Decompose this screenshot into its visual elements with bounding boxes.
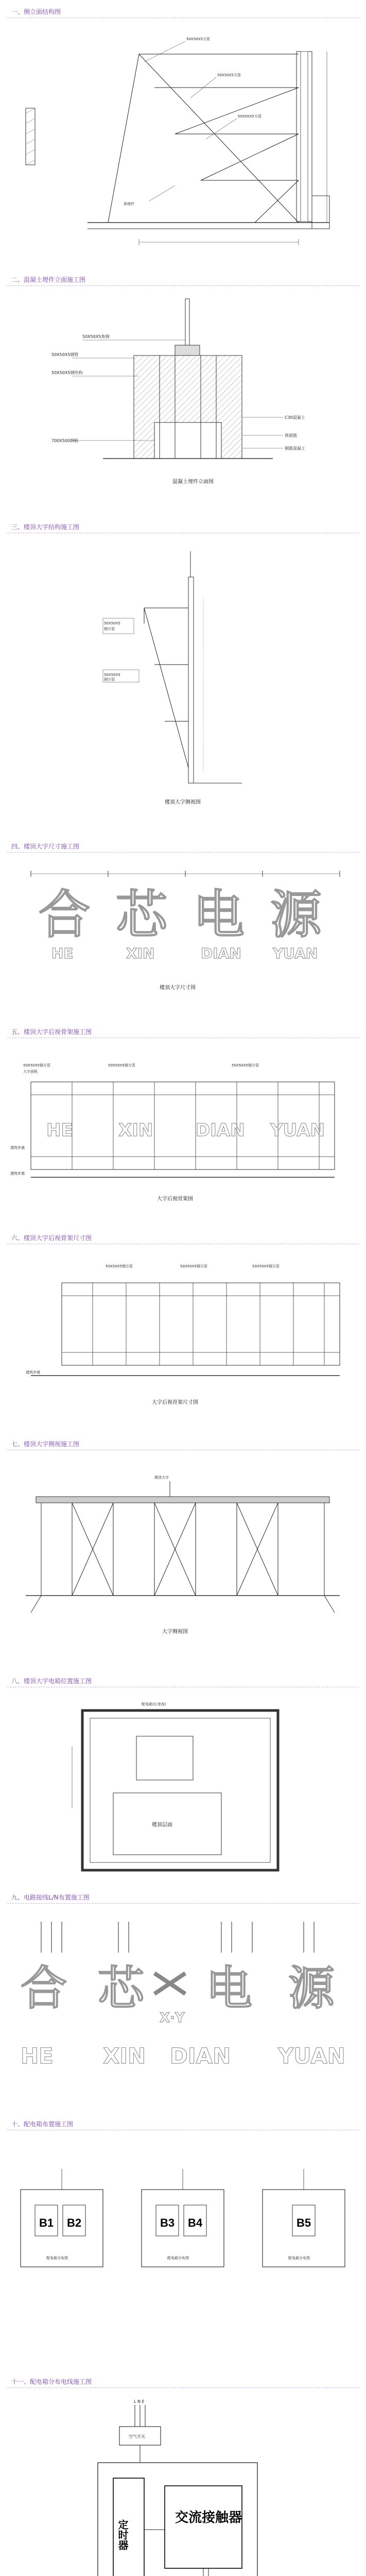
label: 钢筋混凝土 [285,446,305,451]
pinyin: XIN [118,1120,153,1141]
section-title: 四、楼顶大字尺寸施工图 [11,843,80,850]
letter-char: 电 [206,1961,252,2015]
label: 50X50X5角钢 [82,334,110,339]
distribution-box [21,2190,103,2267]
svg-text:钢方管: 钢方管 [104,627,115,631]
box-label: B3 [160,2216,175,2229]
pinyin: YUAN [270,1120,325,1141]
caption: 大字后视骨架图 [157,1196,193,1202]
letter-char: 源 [288,1961,335,2015]
letter-char: 芯 [98,1961,144,2015]
label: 大字面板 [23,1070,38,1074]
svg-text:50X50X5方管: 50X50X5方管 [217,73,241,77]
caption: 配电箱分布图 [288,2256,310,2260]
letter-char: 源 [270,884,322,945]
label: 50X50X5钢方管 [252,1264,280,1268]
box-layout-diagram [10,2159,355,2334]
svg-text:钢方管: 钢方管 [104,677,115,682]
wiring-ln-diagram [5,1911,360,2107]
side-view-diagram [10,1463,355,1664]
svg-text:50X50X5: 50X50X5 [104,621,120,625]
caption: 楼顶大字尺寸图 [160,985,196,991]
caption: 楼顶大字侧视图 [165,800,201,805]
section-letter-size [0,835,366,1020]
embed-elevation-diagram [31,294,335,510]
label: 50X50X5钢方管 [106,1264,133,1268]
section-side-elevation [0,0,366,268]
svg-text:50X50X5方管: 50X50X5方管 [238,114,262,118]
pinyin: YUAN [273,945,318,962]
label: 建筑外墙 [10,1146,25,1150]
box-position-diagram [46,1695,314,1880]
distribution-box [142,2190,224,2267]
label: L N E [134,2399,145,2404]
section-embed-elevation [0,268,366,515]
box-label: B1 [39,2216,54,2229]
timer-label: 定时器 [116,2519,129,2550]
section-box-position [0,1669,366,1886]
pinyin: YUAN [278,2043,345,2069]
label: 700X500钢板 [51,438,79,443]
section-side-view [0,1432,366,1669]
letter-char: 芯 [116,884,167,945]
section-structure [0,515,366,835]
pinyin: HE [21,2043,54,2069]
caption: 配电箱分布图 [167,2256,189,2260]
section-title: 八、楼顶大字电箱位置施工图 [11,1677,92,1685]
pinyin: HE [51,945,74,962]
section-title: 六、楼顶大字后视骨架尺寸图 [11,1234,92,1242]
letter-char: 合 [21,1961,67,2015]
caption: 配电箱分布图 [46,2256,68,2260]
letter-char: 电 [193,884,245,945]
pinyin: DIAN [170,2043,231,2069]
section-title: 二、混凝土埋件立面施工图 [11,276,86,283]
label: 配电箱(长宽高) [142,1702,166,1706]
label: 楼顶大字 [154,1476,169,1480]
label: 空气开关 [129,2434,145,2439]
label: 预留筋 [285,433,297,438]
divider [7,2387,359,2388]
box-label: B2 [67,2216,82,2229]
label: 50X50X5钢管 [51,352,79,357]
svg-text:预埋件: 预埋件 [124,202,134,206]
section-title: 七、楼顶大字侧视施工图 [11,1440,80,1448]
label: 50X50X5钢结构 [51,370,83,375]
logo: X·Y [160,2010,185,2026]
section-title: 三、楼顶大字结构施工图 [11,523,80,531]
label: 楼顶层面 [152,1822,172,1828]
letter-size-diagram [10,860,355,1015]
frame-size-diagram [10,1252,355,1427]
section-box-wiring [0,2370,366,2576]
pinyin: DIAN [196,1120,245,1141]
letter-char: 合 [39,884,90,945]
section-wiring-ln [0,1886,366,2112]
label: C30混凝土 [285,415,305,420]
label: 建筑外墙 [10,1172,25,1176]
contactor-label: 交流接触器 [175,2510,242,2526]
label: 50X50X5钢方管 [232,1063,259,1067]
caption: 混凝土埋件立面图 [172,479,214,485]
section-rear-frame [0,1020,366,1226]
pinyin: DIAN [201,945,241,962]
label: 50X50X5钢方管 [180,1264,207,1268]
section-frame-size [0,1226,366,1432]
divider [7,852,359,853]
caption: 大字后视骨架尺寸图 [152,1400,198,1405]
section-title: 一、侧立面结构图 [11,8,61,15]
divider [7,1903,359,1904]
box-wiring-diagram [77,2396,293,2576]
svg-text:50X50X5: 50X50X5 [104,673,120,677]
caption: 大字侧视图 [162,1629,188,1635]
label: 建筑外墙 [26,1370,40,1375]
label: 50X50X5钢方管 [108,1063,135,1067]
section-box-layout [0,2112,366,2370]
side-elevation-diagram [21,31,340,258]
pinyin: XIN [103,2043,146,2069]
label: 50X50X5钢方管 [23,1063,50,1067]
rear-frame-diagram [10,1046,355,1221]
pinyin: XIN [126,945,155,962]
logo-mark [154,1973,185,1994]
box-label: B4 [188,2216,203,2229]
distribution-box [263,2190,345,2267]
section-title: 五、楼顶大字后视骨架施工图 [11,1028,92,1036]
section-title: 九、电路接线L/N布置施工图 [11,1894,90,1901]
divider [7,285,359,286]
section-title: 十、配电箱布置施工图 [11,2121,74,2128]
box-label: B5 [297,2216,311,2229]
section-title: 十一、配电箱分布电线施工图 [11,2378,92,2385]
svg-text:50X50X5方管: 50X50X5方管 [186,37,210,41]
structure-diagram [72,546,278,814]
pinyin: HE [46,1120,73,1141]
